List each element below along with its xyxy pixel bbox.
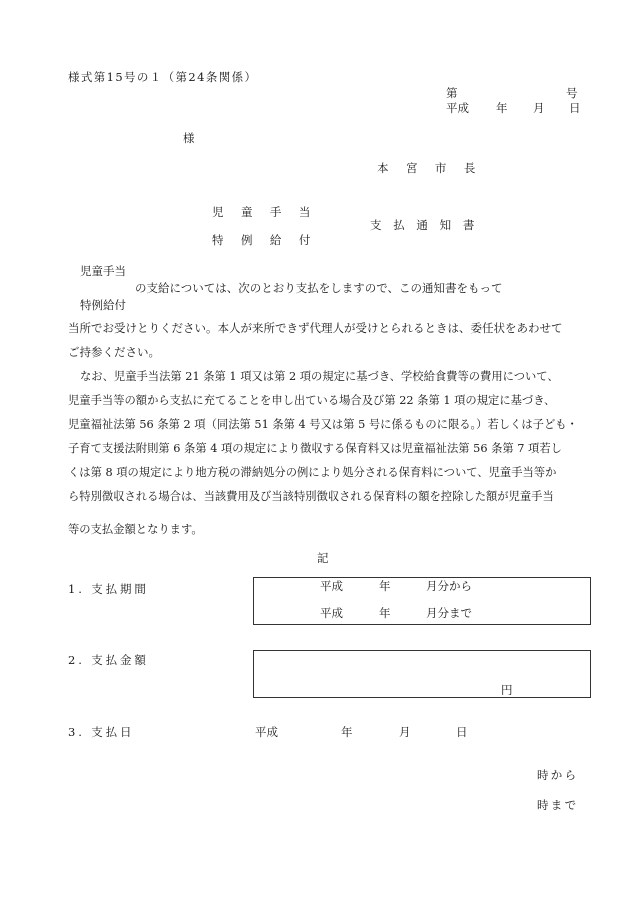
record-heading: 記 (317, 551, 329, 565)
payment-date-month: 月 (399, 725, 411, 739)
payment-date-day: 日 (456, 725, 468, 739)
addressee-honorific: 様 (183, 131, 195, 145)
note-line: ら特別徴収される場合は、当該費用及び当該特別徴収される保育料の額を控除した額が児童手当 (68, 490, 554, 503)
payment-amount-label: 2. 支払金額 (68, 653, 149, 667)
payment-period-box (253, 577, 591, 625)
number-suffix: 号 (566, 86, 578, 100)
intro-option-top: 児童手当 (80, 264, 126, 278)
payment-date-era: 平成 (255, 725, 278, 739)
note-line: 等の支払金額となります。 (68, 523, 203, 536)
time-to: 時まで (537, 798, 579, 812)
payment-date-label: 3. 支払日 (68, 725, 135, 739)
payment-amount-box (253, 650, 591, 698)
period-to-year: 年 (379, 606, 391, 620)
title-allowance-line1: 児 童 手 当 (212, 205, 318, 219)
intro-option-bottom: 特例給付 (80, 298, 126, 312)
date-month: 月 (533, 101, 545, 115)
period-to-month: 月分まで (426, 606, 472, 620)
intro-line3: ご持参ください。 (68, 345, 160, 359)
period-to-era: 平成 (320, 606, 343, 620)
title-allowance-line2: 特 例 給 付 (212, 233, 318, 247)
date-day: 日 (569, 101, 581, 115)
number-prefix: 第 (446, 86, 458, 100)
amount-currency: 円 (501, 683, 513, 697)
note-line: 児童手当等の額から支払に充てることを申し出ている場合及び第 22 条第 1 項の規定に基づき、 (68, 394, 556, 407)
note-line: 子育て支援法附則第 6 条第 4 項の規定により徴収する保育料又は児童福祉法第 56 条第 7 項若し (68, 442, 562, 455)
form-number: 様式第15号の１（第24条関係） (68, 70, 258, 84)
intro-line1: の支給については、次のとおり支払をしますので、この通知書をもって (135, 281, 503, 295)
issuer-title: 本 宮 市 長 (377, 161, 483, 175)
intro-line2: 当所でお受けとりください。本人が来所できず代理人が受けとられるときは、委任状をあわせて (68, 321, 563, 335)
note-line: 児童福祉法第 56 条第 2 項（同法第 51 条第 4 号又は第 5 号に係るものに限る。）若しくは子ども・ (68, 418, 578, 431)
date-year: 年 (496, 101, 508, 115)
period-from-month: 月分から (426, 579, 472, 593)
document-name: 支 払 通 知 書 (370, 218, 479, 232)
payment-period-label: 1. 支払期間 (68, 582, 149, 596)
date-era: 平成 (446, 101, 469, 115)
payment-date-year: 年 (341, 725, 353, 739)
note-line: なお、児童手当法第 21 条第 1 項又は第 2 項の規定に基づき、学校給食費等の費用について、 (80, 370, 559, 383)
note-line: くは第 8 項の規定により地方税の滞納処分の例により処分される保育料について、児童手当等か (68, 466, 557, 479)
period-from-era: 平成 (320, 579, 343, 593)
time-from: 時から (537, 768, 579, 782)
period-from-year: 年 (379, 579, 391, 593)
